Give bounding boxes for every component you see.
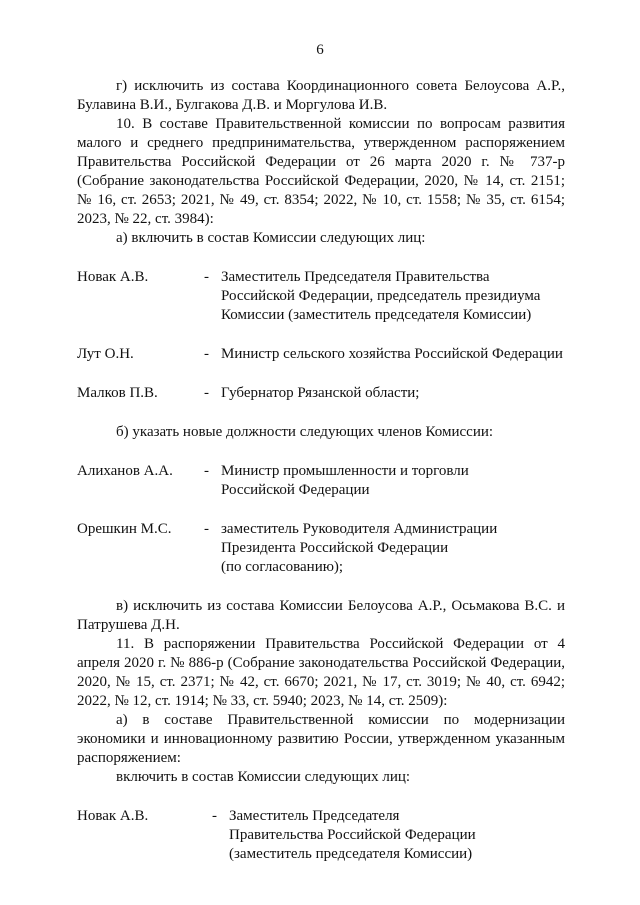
member-entry-novak <box>77 268 565 325</box>
paragraph-11-include: включить в состав Комиссии следующих лиц: <box>116 769 411 785</box>
member-name: Лут О.Н. <box>77 346 134 362</box>
member-role-line: Российской Федерации, председатель президиума <box>221 288 541 304</box>
member-entry-novak-modernization <box>77 807 565 864</box>
member-role-line: Правительства Российской Федерации <box>229 827 476 843</box>
member-role-line: Министр промышленности и торговли <box>221 463 469 479</box>
member-role <box>221 345 565 364</box>
member-entry-malkov <box>77 384 565 403</box>
paragraph-g-exclude: г) исключить из состава Координационного совета Белоусова А.Р., Булавина В.И., Булгакова Д.В. и Моргулова И.В. <box>77 78 565 113</box>
member-role-line: Заместитель Председателя <box>229 808 400 824</box>
member-name: Новак А.В. <box>77 808 149 824</box>
member-dash: - <box>204 385 209 401</box>
member-dash: - <box>204 269 209 285</box>
member-dash: - <box>204 346 209 362</box>
paragraph-10-v: в) исключить из состава Комиссии Белоусова А.Р., Осьмакова В.С. и Патрушева Д.Н. <box>77 598 565 633</box>
member-role-line: Президента Российской Федерации <box>221 540 449 556</box>
member-role-line: заместитель Руководителя Администрации <box>221 521 498 537</box>
member-role-line: Комиссии (заместитель председателя Комиссии) <box>221 307 532 323</box>
page-number: 6 <box>316 42 324 58</box>
member-role-line: Российской Федерации <box>221 482 370 498</box>
member-name: Орешкин М.С. <box>77 521 172 537</box>
member-role-line: Губернатор Рязанской области; <box>221 385 420 401</box>
paragraph-10-b: б) указать новые должности следующих членов Комиссии: <box>116 424 494 440</box>
member-entry-oreshkin <box>77 520 565 577</box>
member-entry-lut <box>77 345 565 364</box>
paragraph-10-a: а) включить в состав Комиссии следующих лиц: <box>116 230 426 246</box>
paragraph-11: 11. В распоряжении Правительства Российской Федерации от 4 апреля 2020 г. № 886-р (Собрание законодательства Российской Федерации, 2020, № 15, ст. 2371; № 42, ст. 6670; 2021, № 17, ст. 3019; № 40, ст. 6942; 2022, № 12, ст. 1914; № 33, ст. 5940; 2023, № 14, ст. 2509): <box>77 636 565 709</box>
member-entry-alikhanov <box>77 462 565 500</box>
member-role <box>221 384 565 403</box>
paragraph-11-a: а) в составе Правительственной комиссии по модернизации экономики и инновационному развитию России, утвержденном указанным распоряжением: <box>77 712 565 766</box>
member-dash: - <box>204 463 209 479</box>
member-name: Малков П.В. <box>77 385 158 401</box>
member-role <box>221 268 565 325</box>
member-role-line: Министр сельского хозяйства Российской Федерации <box>221 346 563 362</box>
member-role-line: Заместитель Председателя Правительства <box>221 269 490 285</box>
member-dash: - <box>204 521 209 537</box>
member-role-line: (по согласованию); <box>221 559 344 575</box>
paragraph-10: 10. В составе Правительственной комиссии по вопросам развития малого и среднего предпринимательства, утвержденном распоряжением Правительства Российской Федерации от 26 марта 2020 г. № 737-р (Собрание законодательства Российской Федерации, 2020, № 14, ст. 2151; № 16, ст. 2653; 2021, № 49, ст. 8354; 2022, № 10, ст. 1558; № 35, ст. 6154; 2023, № 22, ст. 3984): <box>77 116 565 227</box>
member-role <box>221 520 565 577</box>
member-role-line: (заместитель председателя Комиссии) <box>229 846 473 862</box>
member-name: Новак А.В. <box>77 269 149 285</box>
member-dash: - <box>212 808 217 824</box>
document-body <box>77 77 565 864</box>
member-role <box>229 807 565 864</box>
member-name: Алиханов А.А. <box>77 463 173 479</box>
member-role <box>221 462 565 500</box>
